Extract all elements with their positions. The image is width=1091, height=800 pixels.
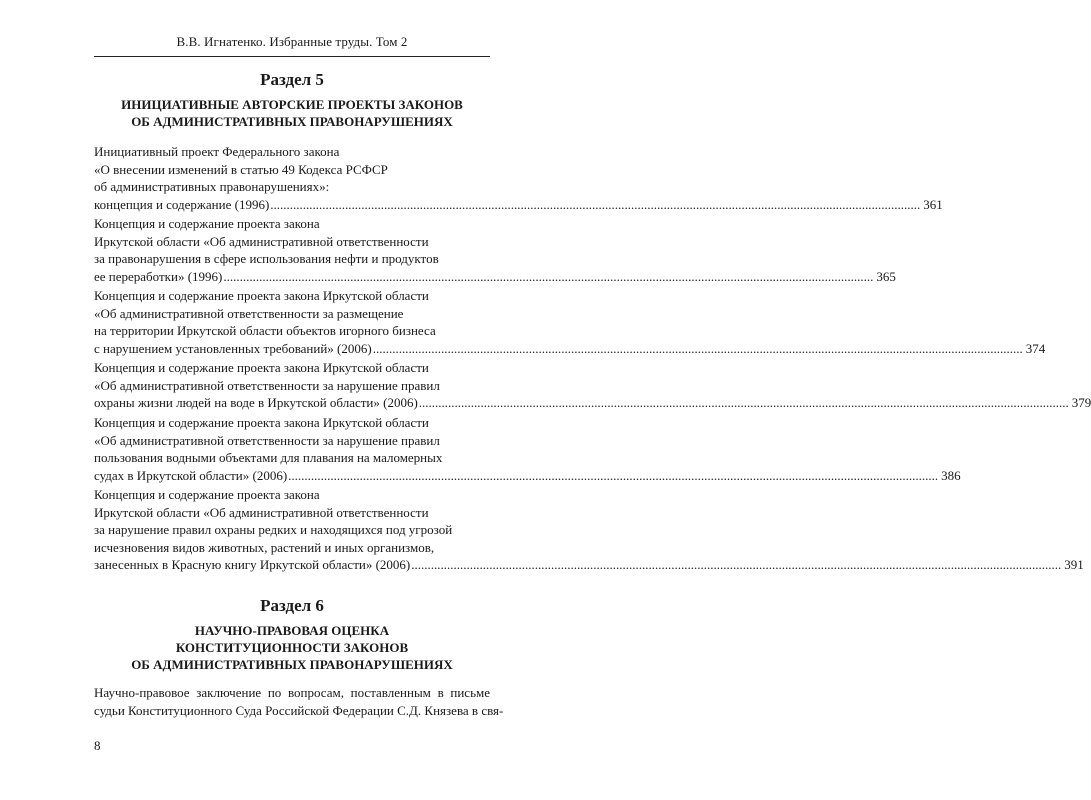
toc-entry-line: «Об административной ответственности за размещение [94, 305, 404, 321]
toc-entry[interactable] [94, 143, 943, 213]
toc-entry[interactable] [94, 414, 961, 484]
toc-entry-line: за нарушение правил охраны редких и находящихся под угрозой [94, 522, 453, 537]
toc-entry-line: Иркутской области «Об административной ответственности [94, 233, 429, 249]
toc-page-number: 374 [1025, 340, 1046, 356]
section-5-subtitle-line-1: ИНИЦИАТИВНЫЕ АВТОРСКИЕ ПРОЕКТЫ ЗАКОНОВ [121, 97, 463, 112]
section-6-title: Раздел 6 [260, 596, 324, 615]
section-5-title: Раздел 5 [260, 70, 324, 89]
running-header: В.В. Игнатенко. Избранные труды. Том 2 [176, 34, 408, 49]
dot-leader: ........................................................................................................................................................................................................ [411, 557, 1062, 572]
toc-entry-line: судах в Иркутской области» (2006) [94, 467, 288, 483]
toc-entry[interactable] [94, 215, 896, 285]
section-6-subtitle-line-3: ОБ АДМИНИСТРАТИВНЫХ ПРАВОНАРУШЕНИЯХ [131, 657, 453, 672]
toc-entry-line: концепция и содержание (1996) [94, 196, 270, 212]
dot-leader: ........................................................................................................................................................................................................ [270, 196, 921, 212]
toc-entry-line: с нарушением установленных требований» (2006) [94, 340, 372, 356]
toc-page-number: 379 [1071, 395, 1091, 410]
toc-entry-line: Концепция и содержание проекта закона [94, 216, 320, 231]
toc-entry[interactable] [94, 359, 1091, 412]
toc-entry-line: Инициативный проект Федерального закона [94, 144, 340, 159]
toc-entry-line: «Об административной ответственности за нарушение правил [94, 377, 440, 393]
toc-entry-line: Концепция и содержание проекта закона Иркутской области [94, 288, 429, 303]
toc-entry[interactable] [94, 287, 1046, 357]
toc-entry-line: охраны жизни людей на воде в Иркутской области» (2006) [94, 395, 418, 410]
toc-page-number: 386 [941, 467, 961, 483]
section-6-subtitle-line-1: НАУЧНО-ПРАВОВАЯ ОЦЕНКА [194, 623, 390, 638]
toc-page-number: 365 [876, 268, 896, 284]
page-number: 8 [94, 738, 101, 753]
toc-entry-line: «О внесении изменений в статью 49 Кодекса РСФСР [94, 161, 388, 177]
toc-entry-line: за правонарушения в сфере использования нефти и продуктов [94, 251, 439, 266]
toc-entry-line: Концепция и содержание проекта закона Иркутской области [94, 360, 429, 375]
dot-leader: ........................................................................................................................................................................................................ [418, 395, 1069, 410]
paragraph-line: судьи Конституционного Суда Российской Федерации С.Д. Князева в свя- [94, 703, 504, 718]
toc-page-number: 361 [923, 196, 943, 212]
toc-entry-line: исчезновения видов животных, растений и иных организмов, [94, 539, 435, 555]
section-6-paragraph [94, 684, 504, 720]
toc-entry-line: «Об административной ответственности за нарушение правил [94, 432, 440, 448]
header-rule [94, 56, 490, 57]
paragraph-line: Научно-правовое заключение по вопросам, поставленным в письме [94, 685, 490, 700]
toc-entry-line: на территории Иркутской области объектов игорного бизнеса [94, 323, 436, 338]
dot-leader: ........................................................................................................................................................................................................ [223, 268, 874, 284]
dot-leader: ........................................................................................................................................................................................................ [372, 340, 1023, 356]
dot-leader: ........................................................................................................................................................................................................ [288, 467, 939, 483]
toc-entry-line: занесенных в Красную книгу Иркутской области» (2006) [94, 557, 411, 572]
toc-page-number: 391 [1064, 557, 1084, 572]
toc-entry-line: Концепция и содержание проекта закона Иркутской области [94, 415, 429, 430]
toc-entry-line: пользования водными объектами для плавания на маломерных [94, 450, 443, 465]
toc-entry-line: Иркутской области «Об административной ответственности [94, 504, 429, 520]
toc-entry-line: Концепция и содержание проекта закона [94, 487, 320, 502]
toc-entry-line: ее переработки» (1996) [94, 268, 223, 284]
toc-entry-line: об административных правонарушениях»: [94, 179, 330, 194]
toc-entry[interactable] [94, 486, 1084, 574]
section-6-subtitle-line-2: КОНСТИТУЦИОННОСТИ ЗАКОНОВ [175, 640, 409, 655]
section-5-subtitle-line-2: ОБ АДМИНИСТРАТИВНЫХ ПРАВОНАРУШЕНИЯХ [131, 114, 453, 129]
